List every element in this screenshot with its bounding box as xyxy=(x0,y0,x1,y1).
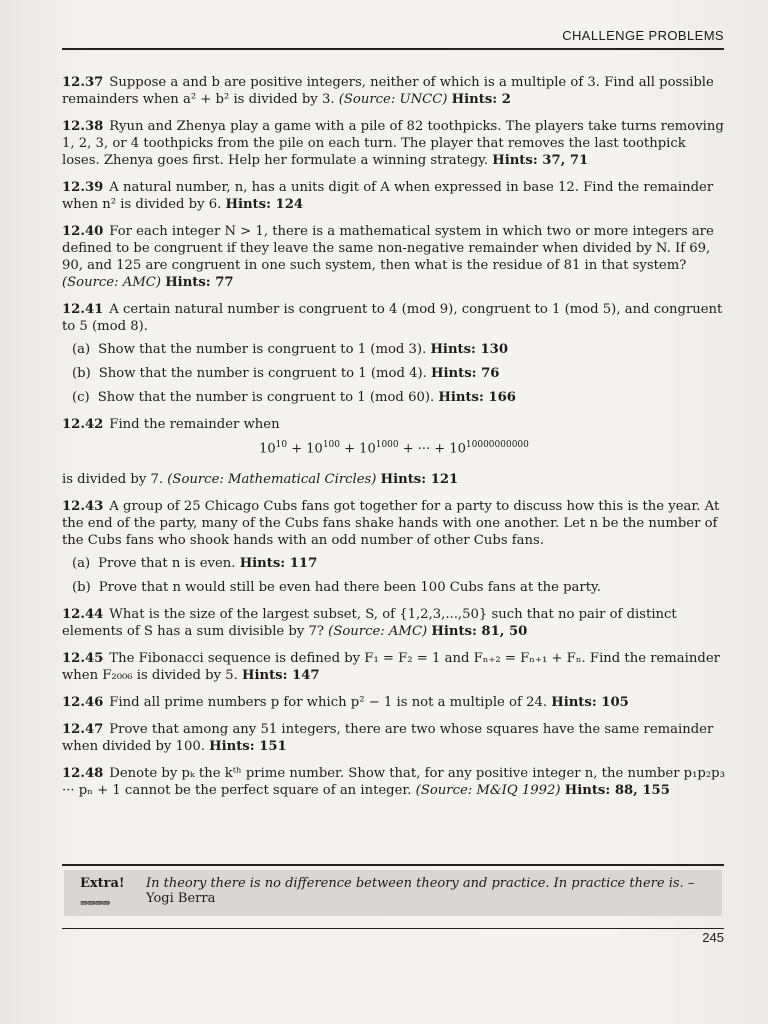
problem-12-38 xyxy=(62,118,726,169)
problem-text: A group of 25 Chicago Cubs fans got together for a party to discuss how this is the year. At the end of the party, many of the Cubs fans shake hands with one another. Let n be the number of the Cubs fans who shook hands with an odd number of other Cubs fans. xyxy=(62,499,720,549)
subpart-label: (b) xyxy=(72,366,91,381)
subpart-hints: Hints: 130 xyxy=(430,342,509,357)
extra-quote xyxy=(146,876,716,906)
extra-label: Extra! xyxy=(80,876,125,891)
problem-text: is divided by 7. xyxy=(62,472,164,488)
subpart-hints: Hints: 166 xyxy=(438,390,516,405)
subpart-c xyxy=(72,389,726,406)
subpart-b xyxy=(72,365,726,382)
problem-source: (Source: AMC) xyxy=(62,275,162,290)
subpart-b xyxy=(72,579,726,596)
page-number: 245 xyxy=(702,930,724,945)
subpart-label: (a) xyxy=(72,342,91,357)
problem-hints: Hints: 124 xyxy=(225,197,304,212)
problem-text: Find the remainder when xyxy=(109,417,280,432)
subpart-text: Prove that n would still be even had there been 100 Cubs fans at the party. xyxy=(98,580,601,596)
problem-source: (Source: Mathematical Circles) xyxy=(167,472,377,488)
header-rule xyxy=(62,48,724,50)
formula-term: 10 xyxy=(449,441,466,457)
problem-12-43 xyxy=(62,498,726,549)
subpart-label: (a) xyxy=(72,556,91,572)
problem-text: Ryun and Zhenya play a game with a pile of 82 toothpicks. The players take turns removing 1, 2, 3, or 4 toothpicks from the pile on each turn. The player that removes the last toothpick loses. Zhenya goes first. Help her formulate a winning strategy. xyxy=(62,119,724,168)
subpart-hints: Hints: 117 xyxy=(239,556,318,572)
problem-text: A natural number, n, has a units digit of A when expressed in base 12. Find the remainder when n² is divided by 6. xyxy=(62,180,714,212)
subpart-label: (c) xyxy=(72,390,90,405)
problem-hints: Hints: 2 xyxy=(451,92,511,107)
problem-hints: Hints: 81, 50 xyxy=(431,624,528,640)
problem-12-42-cont xyxy=(62,471,726,488)
subpart-text: Show that the number is congruent to 1 (mod 3). xyxy=(98,342,427,357)
extra-rule xyxy=(62,864,724,866)
problem-12-39 xyxy=(62,179,726,213)
subpart-a xyxy=(72,341,726,358)
problem-number: 12.47 xyxy=(62,722,104,738)
formula-term: 10 xyxy=(259,441,276,457)
problem-12-37 xyxy=(62,74,726,108)
formula-exponent: 10 xyxy=(275,440,288,450)
formula-exponent: 10000000000 xyxy=(465,440,529,450)
header-title: CHALLENGE PROBLEMS xyxy=(562,28,724,43)
problem-number: 12.37 xyxy=(62,75,104,90)
display-formula: $10^{10} + 10^{100} + 10^{1000}$ + ··· + $10^{10000000000}$ xyxy=(259,440,529,457)
problem-list xyxy=(62,74,726,809)
problem-hints: Hints: 151 xyxy=(209,739,287,755)
subpart-text: Show that the number is congruent to 1 (mod 60). xyxy=(97,390,435,405)
problem-hints: Hints: 105 xyxy=(551,695,629,711)
quote-text: In theory there is no difference between theory and practice. In practice there is. xyxy=(146,876,684,891)
problem-12-44 xyxy=(62,606,726,640)
problem-hints: Hints: 88, 155 xyxy=(564,783,670,799)
problem-number: 12.42 xyxy=(62,417,104,432)
formula-exponent: 100 xyxy=(322,440,340,450)
problem-text: The Fibonacci sequence is defined by F₁ = F₂ = 1 and Fₙ₊₂ = Fₙ₊₁ + Fₙ. Find the remainder when F₂₀₀₆ is divided by 5. xyxy=(62,651,720,684)
problem-number: 12.46 xyxy=(62,695,104,711)
problem-text: A certain natural number is congruent to 4 (mod 9), congruent to 1 (mod 5), and congruent to 5 (mod 8). xyxy=(62,302,723,334)
formula-exponent: 1000 xyxy=(375,440,399,450)
problem-hints: Hints: 121 xyxy=(380,472,459,488)
arrows-icon: ⇛⇛⇛⇛ xyxy=(80,898,110,909)
problem-number: 12.39 xyxy=(62,180,104,195)
formula-term: 10 xyxy=(359,441,376,457)
quote-author: – Yogi Berra xyxy=(146,876,695,906)
footer-rule xyxy=(62,928,724,929)
problem-text: Suppose a and b are positive integers, neither of which is a multiple of 3. Find all possible remainders when a² + b² is divided by 3. xyxy=(62,75,714,107)
problem-12-45 xyxy=(62,650,726,684)
problem-number: 12.43 xyxy=(62,499,104,515)
problem-12-46 xyxy=(62,694,726,711)
problem-source: (Source: M&IQ 1992) xyxy=(415,783,561,799)
problem-hints: Hints: 37, 71 xyxy=(492,153,589,168)
running-header xyxy=(62,24,724,50)
problem-12-40 xyxy=(62,223,726,291)
formula-ellipsis: + ··· + xyxy=(398,441,450,457)
problem-text: Find all prime numbers p for which p² − 1 is not a multiple of 24. xyxy=(109,695,548,711)
subpart-a xyxy=(72,555,726,572)
problem-12-41 xyxy=(62,301,726,335)
problem-number: 12.48 xyxy=(62,766,104,782)
subpart-text: Show that the number is congruent to 1 (mod 4). xyxy=(98,366,427,381)
subpart-text: Prove that n is even. xyxy=(98,556,236,572)
problem-hints: Hints: 77 xyxy=(165,275,234,290)
problem-number: 12.40 xyxy=(62,224,104,239)
problem-12-42 xyxy=(62,416,726,433)
problem-source: (Source: AMC) xyxy=(328,624,428,640)
problem-number: 12.41 xyxy=(62,302,104,317)
problem-text: Denote by pₖ the kᵗʰ prime number. Show that, for any positive integer n, the number p₁p₂p₃ ··· pₙ + 1 cannot be the perfect square of an integer. xyxy=(62,766,725,799)
extra-box xyxy=(64,870,722,916)
problem-12-48 xyxy=(62,765,726,799)
subpart-label: (b) xyxy=(72,580,91,596)
problem-text: For each integer N > 1, there is a mathematical system in which two or more integers are defined to be congruent if they leave the same non-negative remainder when divided by N. If 69, 90, and 125 are congruent in one such system, then what is the residue of 81 in that system? xyxy=(62,224,714,273)
problem-source: (Source: UNCC) xyxy=(338,92,448,107)
problem-hints: Hints: 147 xyxy=(242,668,320,684)
problem-text: Prove that among any 51 integers, there are two whose squares have the same remainder when divided by 100. xyxy=(62,722,714,755)
problem-number: 12.38 xyxy=(62,119,104,134)
formula-term: 10 xyxy=(306,441,323,457)
problem-12-47 xyxy=(62,721,726,755)
problem-number: 12.44 xyxy=(62,607,104,623)
problem-text: What is the size of the largest subset, S, of {1,2,3,...,50} such that no pair of distinct elements of S has a sum divisible by 7? xyxy=(62,607,677,640)
problem-number: 12.45 xyxy=(62,651,104,667)
subpart-hints: Hints: 76 xyxy=(431,366,500,381)
